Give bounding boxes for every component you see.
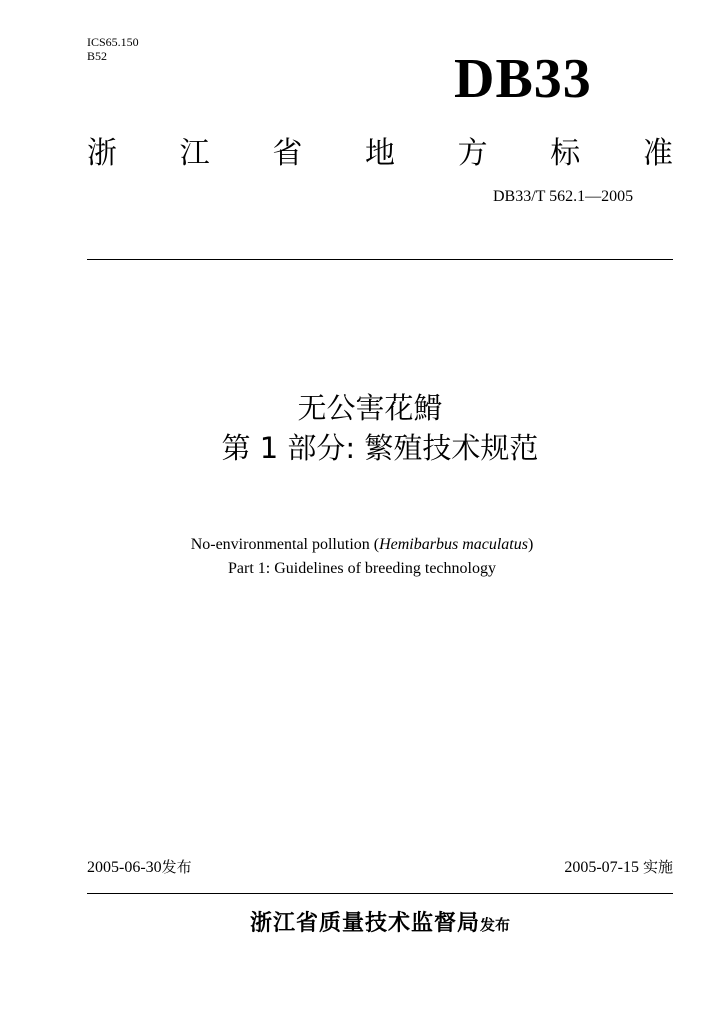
implementation-date: 2005-07-15 xyxy=(564,859,639,876)
standard-type-char: 标 xyxy=(550,136,581,171)
species-name: Hemibarbus maculatus xyxy=(379,536,528,553)
english-title-line2: Part 1: Guidelines of breeding technology xyxy=(228,560,496,577)
chinese-title xyxy=(87,388,673,468)
standard-type-char: 江 xyxy=(179,136,210,171)
top-divider xyxy=(87,259,673,260)
publisher-line xyxy=(87,906,673,937)
english-title-line1-end: ) xyxy=(527,536,534,553)
implementation-date-block xyxy=(564,857,673,878)
english-title-line1-start: No-environmental pollution ( xyxy=(190,536,380,553)
english-title xyxy=(87,533,637,581)
publisher-verb: 发布 xyxy=(480,916,511,934)
issue-date: 2005-06-30 xyxy=(87,859,162,876)
standard-type-char: 方 xyxy=(457,136,488,171)
standard-type-char: 浙 xyxy=(87,136,117,171)
implementation-label: 实施 xyxy=(642,858,673,876)
standard-code-mark: DB33 xyxy=(454,48,592,110)
standard-type-heading xyxy=(87,137,673,171)
standard-type-char: 地 xyxy=(364,136,395,171)
standard-type-char: 省 xyxy=(272,136,303,171)
chinese-title-line2: 第 1 部分: 繁殖技术规范 xyxy=(221,431,539,465)
chinese-title-line1: 无公害花䱻 xyxy=(297,391,443,425)
issue-date-block xyxy=(87,857,192,878)
bottom-divider xyxy=(87,893,673,894)
publisher-org: 浙江省质量技术监督局 xyxy=(249,911,480,936)
standard-number: DB33/T 562.1—2005 xyxy=(493,188,634,205)
standard-type-char: 准 xyxy=(642,136,673,171)
ccs-code: B52 xyxy=(87,49,108,63)
ics-code: ICS65.150 xyxy=(87,35,139,49)
classification-codes xyxy=(87,35,139,63)
english-title-line1 xyxy=(87,533,637,557)
issue-label: 发布 xyxy=(161,858,192,876)
